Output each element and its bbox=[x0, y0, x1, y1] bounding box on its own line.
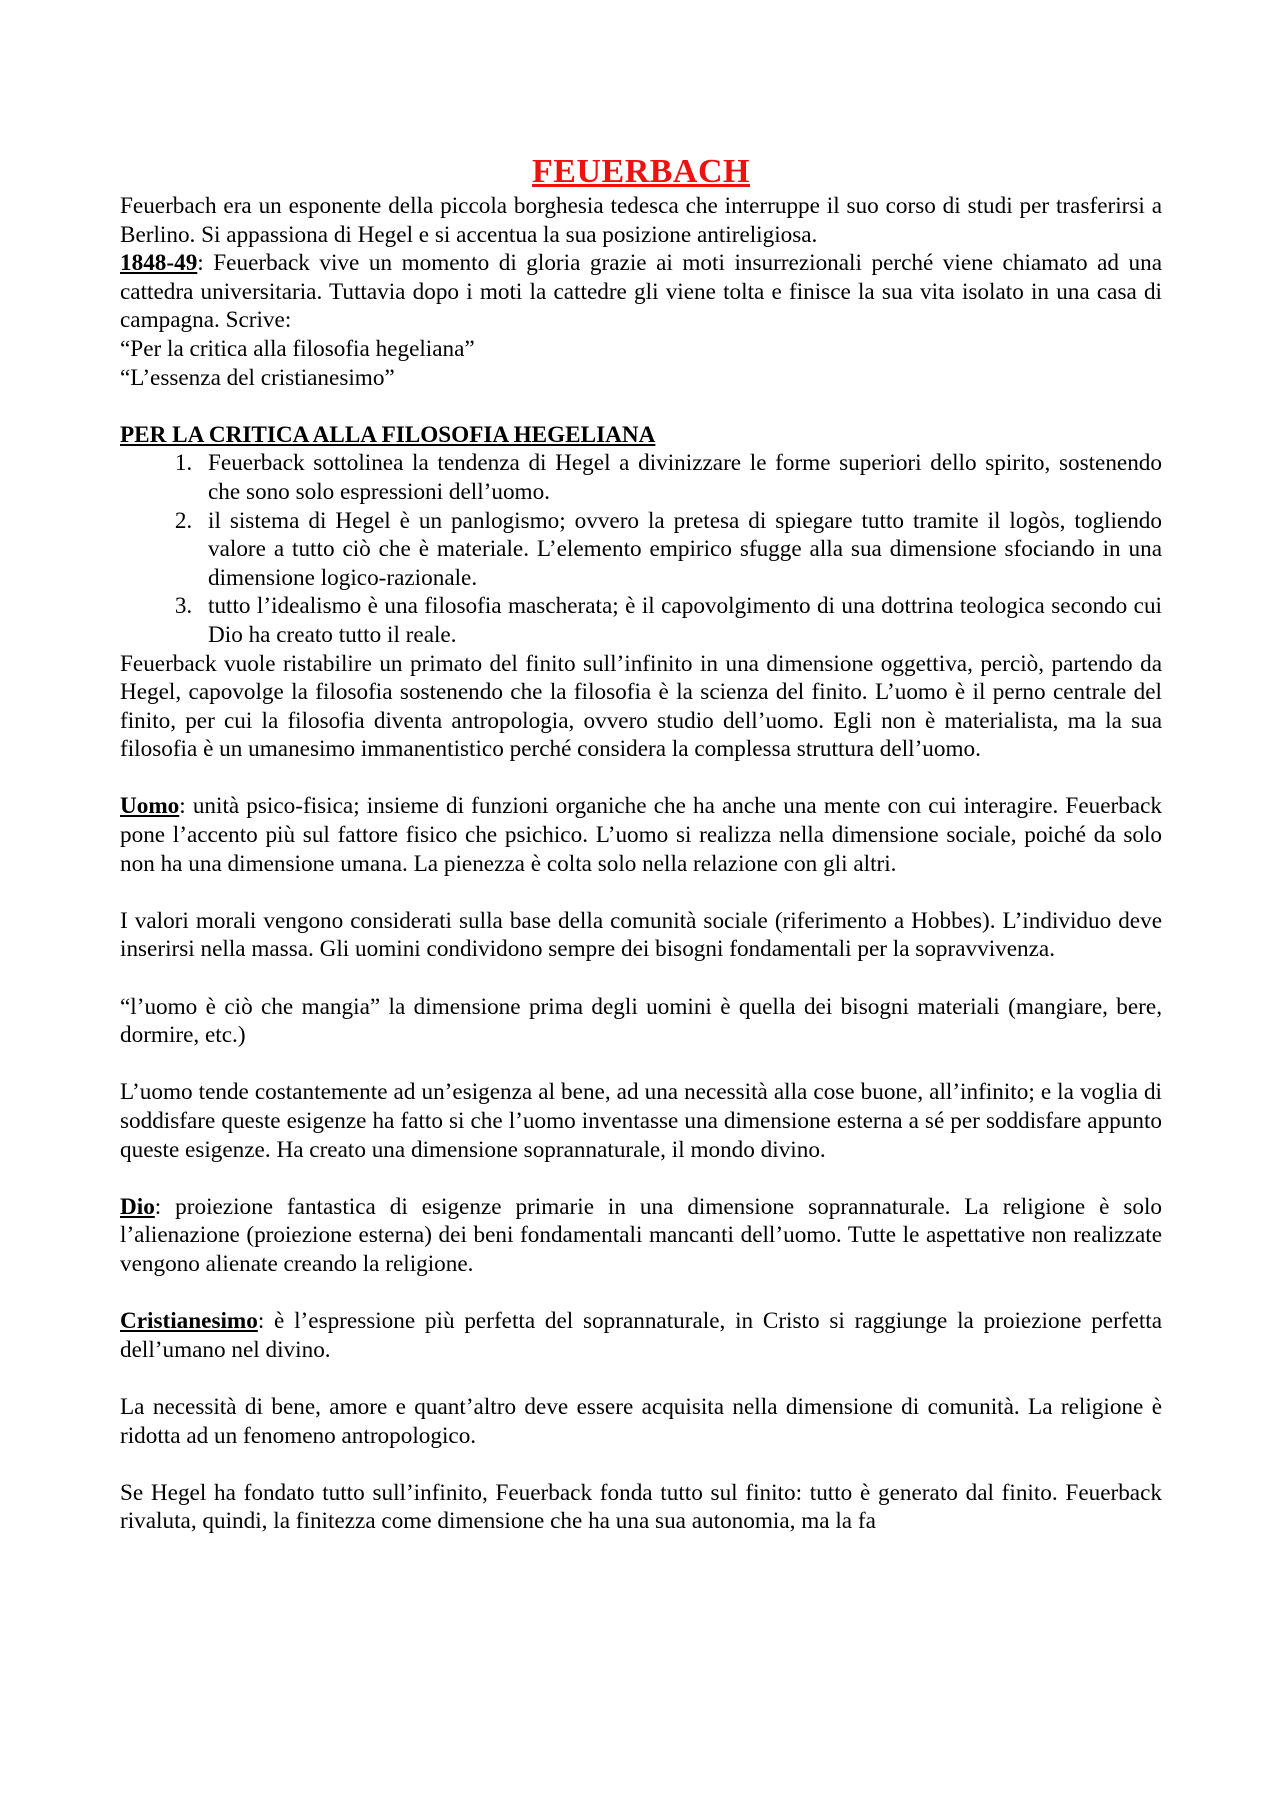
document-title: FEUERBACH bbox=[532, 153, 750, 190]
bene-paragraph: L’uomo tende costantemente ad un’esigenza al bene, ad una necessità alla cose buone, all’infinito; e la voglia di soddisfare queste esigenze ha fatto si che l’uomo inventasse una dimensione esterna a sé per soddisfare appunto queste esigenze. Ha creato una dimensione soprannaturale, il mondo divino. bbox=[120, 1079, 1162, 1163]
intro-paragraph: Feuerbach era un esponente della piccola borghesia tedesca che interruppe il suo corso di studi per trasferirsi a Berlino. Si appassiona di Hegel e si accentua la sua posizione antireligiosa. bbox=[120, 193, 1162, 248]
mangia-paragraph: “l’uomo è ciò che mangia” la dimensione prima degli uomini è quella dei bisogni materiali (mangiare, bere, dormire, etc.) bbox=[120, 993, 1162, 1049]
bio-paragraph bbox=[120, 249, 1162, 335]
uomo-label: Uomo bbox=[120, 793, 180, 820]
dio-text: : proiezione fantastica di esigenze primarie in una dimensione soprannaturale. La religione è solo l’alienazione (proiezione esterna) dei beni fondamentali mancanti dell’uomo. Tutte le aspettative non realizzate vengono alienate creando la religione. bbox=[120, 1193, 1162, 1277]
critica-after-paragraph: Feuerback vuole ristabilire un primato del finito sull’infinito in una dimensione oggettiva, perciò, partendo da Hegel, capovolge la filosofia sostenendo che la filosofia è la scienza del finito. L’uomo è il perno centrale del finito, per cui la filosofia diventa antropologia, ovvero studio dell’uomo. Egli non è materialista, ma la sua filosofia è un umanesimo immanentistico perché considera la complessa struttura dell’uomo. bbox=[120, 650, 1162, 763]
dio-paragraph bbox=[120, 1193, 1162, 1279]
critica-point-3: 3. tutto l’idealismo è una filosofia mascherata; è il capovolgimento di una dottrina teologica secondo cui Dio ha creato tutto il reale. bbox=[198, 592, 1162, 649]
comunita-paragraph: La necessità di bene, amore e quant’altro deve essere acquisita nella dimensione di comunità. La religione è ridotta ad un fenomeno antropologico. bbox=[120, 1393, 1162, 1449]
valori-paragraph: I valori morali vengono considerati sulla base della comunità sociale (riferimento a Hobbes). L’individuo deve inserirsi nella massa. Gli uomini condividono sempre dei bisogni fondamentali per la sopravvivenza. bbox=[120, 907, 1162, 963]
critica-list bbox=[120, 449, 1162, 649]
cristianesimo-label: Cristianesimo bbox=[120, 1308, 258, 1335]
dio-label: Dio bbox=[120, 1193, 155, 1220]
critica-point-2: 2. il sistema di Hegel è un panlogismo; ovvero la pretesa di spiegare tutto tramite il logòs, togliendo valore a tutto ciò che è materiale. L’elemento empirico sfugge alla sua dimensione sfociando in una dimensione logico-razionale. bbox=[198, 507, 1162, 593]
uomo-paragraph bbox=[120, 792, 1162, 878]
critica-heading: PER LA CRITICA ALLA FILOSOFIA HEGELIANA bbox=[120, 421, 656, 448]
document-page bbox=[120, 152, 1162, 1536]
work-title-2: “L’essenza del cristianesimo” bbox=[120, 364, 395, 391]
bio-label: 1848-49 bbox=[120, 250, 198, 277]
critica-point-1: 1. Feuerback sottolinea la tendenza di Hegel a divinizzare le forme superiori dello spirito, sostenendo che sono solo espressioni dell’uomo. bbox=[198, 449, 1162, 506]
cristianesimo-text: : è l’espressione più perfetta del soprannaturale, in Cristo si raggiunge la proiezione perfetta dell’umano nel divino. bbox=[120, 1308, 1162, 1363]
bio-text: : Feuerback vive un momento di gloria grazie ai moti insurrezionali perché viene chiamato ad una cattedra universitaria. Tuttavia dopo i moti la cattedre gli viene tolta e finisce la sua vita isolato in una casa di campagna. Scrive: bbox=[120, 250, 1162, 334]
uomo-text: : unità psico-fisica; insieme di funzioni organiche che ha anche una mente con cui interagire. Feuerback pone l’accento più sul fattore fisico che psichico. L’uomo si realizza nella dimensione sociale, poiché da solo non ha una dimensione umana. La pienezza è colta solo nella relazione con gli altri. bbox=[120, 793, 1162, 877]
cristianesimo-paragraph bbox=[120, 1307, 1162, 1364]
work-title-1: “Per la critica alla filosofia hegeliana” bbox=[120, 335, 475, 362]
finito-paragraph: Se Hegel ha fondato tutto sull’infinito, Feuerback fonda tutto sul finito: tutto è generato dal finito. Feuerback rivaluta, quindi, la finitezza come dimensione che ha una sua autonomia, ma la fa bbox=[120, 1479, 1162, 1535]
